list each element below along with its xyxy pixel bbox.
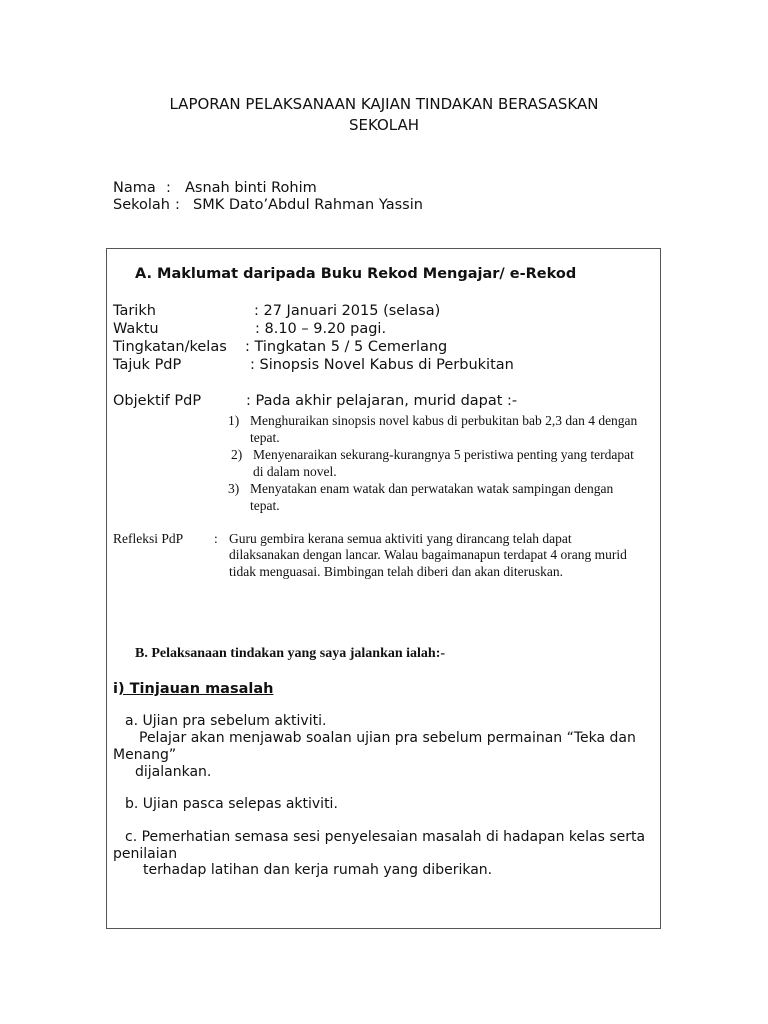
objective-2-number: 2) [231,447,243,462]
objective-3-line-1: Menyatakan enam watak dan perwatakan watak sampingan dengan [250,481,614,496]
objective-1-line-2: tepat. [250,430,280,445]
title-line-1: LAPORAN PELAKSANAAN KAJIAN TINDAKAN BERASASKAN [169,95,599,113]
objective-3-line-2: tepat. [250,498,280,513]
refleksi-separator: : [214,531,218,546]
sekolah-value: SMK Dato’Abdul Rahman Yassin [193,197,423,213]
title-line-2: SEKOLAH [348,116,420,134]
refleksi-line-2: dilaksanakan dengan lancar. Walau bagaimanapun terdapat 4 orang murid [229,547,627,562]
tingkatan-value: : Tingkatan 5 / 5 Cemerlang [245,339,448,355]
tingkatan-label: Tingkatan/kelas [113,339,227,355]
item-a-line-2: Menang” [113,747,177,763]
tinjauan-heading [113,681,273,697]
sekolah-separator: : [175,197,180,213]
nama-value: Asnah binti Rohim [185,180,317,196]
tarikh-label: Tarikh [113,303,156,319]
item-a-line-1: Pelajar akan menjawab soalan ujian pra sebelum permainan “Teka dan [139,730,636,746]
tinjauan-prefix: i [113,681,118,697]
objective-3-number: 3) [228,481,240,496]
item-a-line-3: dijalankan. [135,764,212,780]
page-title [0,94,768,136]
objektif-value: : Pada akhir pelajaran, murid dapat :- [246,393,518,409]
waktu-value: : 8.10 – 9.20 pagi. [255,321,387,337]
refleksi-line-3: tidak menguasai. Bimbingan telah diberi dan akan diteruskan. [229,564,564,579]
item-a-title: a. Ujian pra sebelum aktiviti. [125,713,327,729]
nama-label: Nama [113,180,156,196]
sekolah-label: Sekolah [113,197,170,213]
item-b: b. Ujian pasca selepas aktiviti. [125,796,338,812]
tajuk-label: Tajuk PdP [113,357,182,373]
refleksi-label: Refleksi PdP [113,531,184,546]
item-c-line-2: penilaian [113,846,178,862]
tajuk-value: : Sinopsis Novel Kabus di Perbukitan [250,357,514,373]
nama-separator: : [166,180,171,196]
item-c-line-1: c. Pemerhatian semasa sesi penyelesaian masalah di hadapan kelas serta [125,829,646,845]
objective-1-number: 1) [228,413,240,428]
objective-1-line-1: Menghuraikan sinopsis novel kabus di perbukitan bab 2,3 dan 4 dengan [250,413,638,428]
tarikh-value: : 27 Januari 2015 (selasa) [254,303,441,319]
item-c-line-3: terhadap latihan dan kerja rumah yang diberikan. [143,862,493,878]
waktu-label: Waktu [113,321,159,337]
section-a-heading: A. Maklumat daripada Buku Rekod Mengajar/ e-Rekod [135,266,577,282]
tinjauan-title: ) Tinjauan masalah [117,681,274,697]
section-b-heading: B. Pelaksanaan tindakan yang saya jalankan ialah:- [135,646,446,661]
refleksi-line-1: Guru gembira kerana semua aktiviti yang dirancang telah dapat [229,531,572,546]
objective-2-line-1: Menyenaraikan sekurang-kurangnya 5 peristiwa penting yang terdapat [253,447,634,462]
objektif-label: Objektif PdP [113,393,202,409]
objective-2-line-2: di dalam novel. [253,464,337,479]
